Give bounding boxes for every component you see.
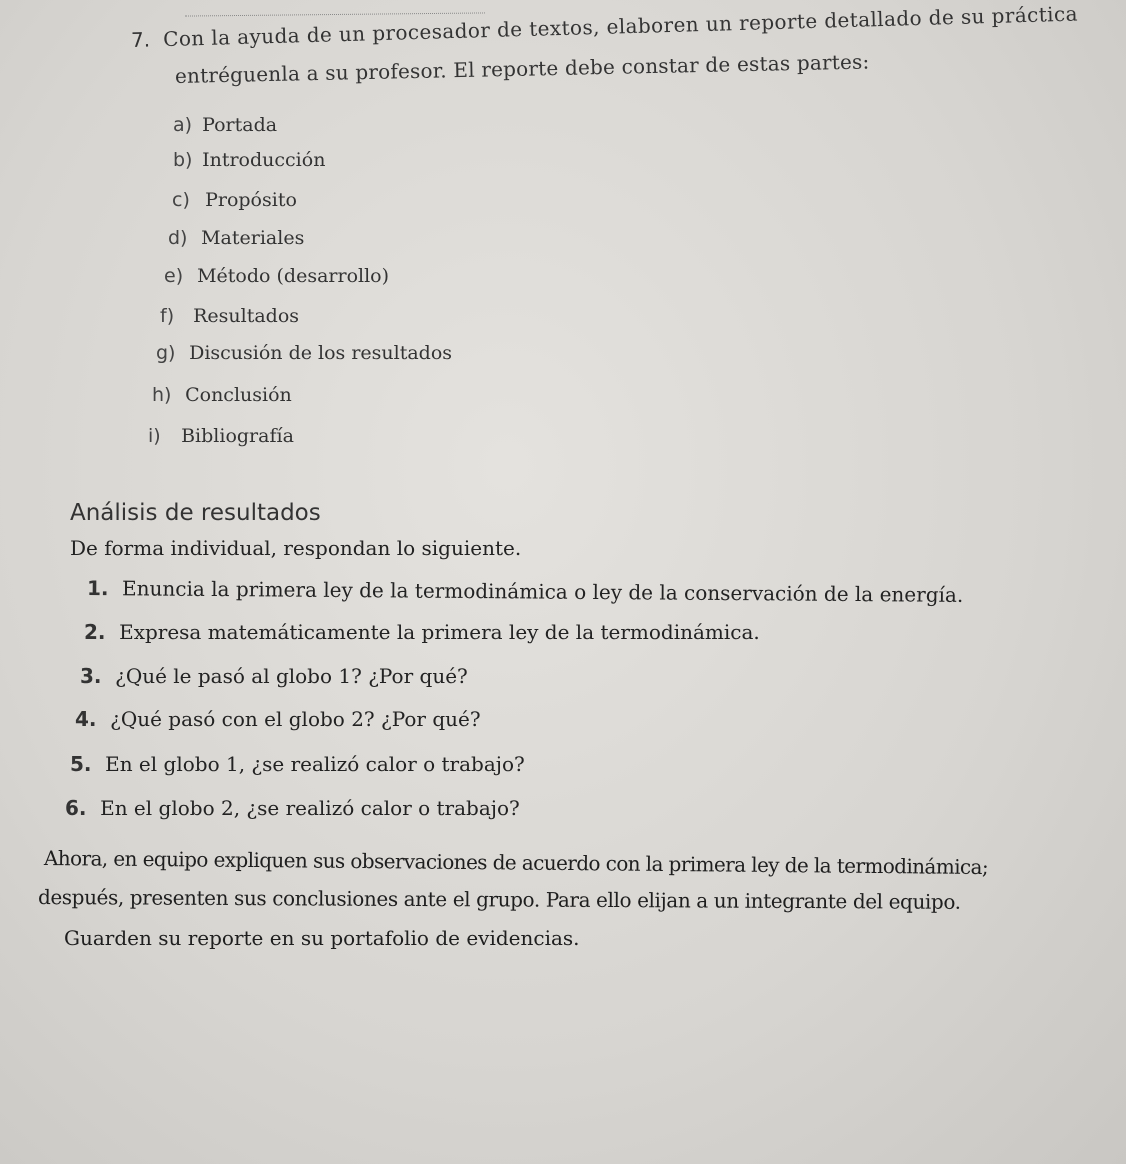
list-item-proposito <box>172 191 297 210</box>
list-text: Resultados <box>193 305 300 327</box>
list-letter: d) <box>168 227 188 249</box>
list-text: Bibliografía <box>181 425 294 447</box>
question-item <box>65 798 520 818</box>
question-text: En el globo 1, ¿se realizó calor o trabajo? <box>105 752 525 776</box>
question-item <box>87 578 963 605</box>
list-letter: i) <box>148 425 161 447</box>
question-number: 4. <box>75 707 97 731</box>
question-number: 6. <box>65 796 87 820</box>
question-text: Enuncia la primera ley de la termodinámica o ley de la conservación de la energía. <box>121 576 964 607</box>
question-text: En el globo 2, ¿se realizó calor o trabajo? <box>100 796 520 820</box>
instruction-text-1: Con la ayuda de un procesador de textos, elaboren un reporte detallado de su práctica <box>162 1 1079 52</box>
question-item <box>70 754 525 774</box>
list-letter: h) <box>152 384 172 406</box>
list-item-discusion <box>156 344 452 363</box>
section-title: Análisis de resultados <box>70 500 321 526</box>
list-text: Discusión de los resultados <box>189 342 453 364</box>
list-letter: g) <box>156 342 176 364</box>
list-letter: b) <box>173 149 193 171</box>
question-text: ¿Qué le pasó al globo 1? ¿Por qué? <box>115 664 468 688</box>
list-text: Introducción <box>202 149 326 171</box>
list-text: Propósito <box>205 189 297 211</box>
top-divider <box>185 12 485 16</box>
list-letter: c) <box>172 189 190 211</box>
closing-line-2: después, presenten sus conclusiones ante el grupo. Para ello elijan a un integrante del equipo. <box>37 885 961 914</box>
list-item-introduccion <box>173 151 325 170</box>
instruction-text-2: entréguenla a su profesor. El reporte debe constar de estas partes: <box>174 49 870 88</box>
question-item <box>84 622 760 642</box>
closing-line-3: Guarden su reporte en su portafolio de evidencias. <box>64 926 580 950</box>
question-number: 5. <box>70 752 92 776</box>
question-number: 3. <box>80 664 102 688</box>
list-text: Método (desarrollo) <box>197 265 390 287</box>
list-text: Conclusión <box>185 384 292 406</box>
list-item-resultados <box>160 307 299 326</box>
question-text: ¿Qué pasó con el globo 2? ¿Por qué? <box>110 707 481 731</box>
question-item <box>80 666 468 686</box>
instruction-line-1 <box>130 1 1079 52</box>
closing-line-1: Ahora, en equipo expliquen sus observaciones de acuerdo con la primera ley de la termodinámica; <box>43 846 989 880</box>
question-text: Expresa matemáticamente la primera ley de la termodinámica. <box>119 620 760 644</box>
list-text: Materiales <box>201 227 305 249</box>
list-letter: a) <box>173 114 193 136</box>
question-number: 1. <box>86 576 109 601</box>
list-item-materiales <box>168 229 304 248</box>
instruction-number: 7. <box>130 27 151 52</box>
list-item-portada <box>173 116 277 135</box>
list-item-conclusion <box>152 386 292 405</box>
list-item-metodo <box>164 267 389 286</box>
list-text: Portada <box>202 114 278 136</box>
question-number: 2. <box>84 620 106 644</box>
question-item <box>75 709 481 729</box>
section-intro: De forma individual, respondan lo siguiente. <box>70 536 522 560</box>
list-letter: e) <box>164 265 184 287</box>
list-letter: f) <box>160 305 175 327</box>
list-item-bibliografia <box>148 427 294 446</box>
